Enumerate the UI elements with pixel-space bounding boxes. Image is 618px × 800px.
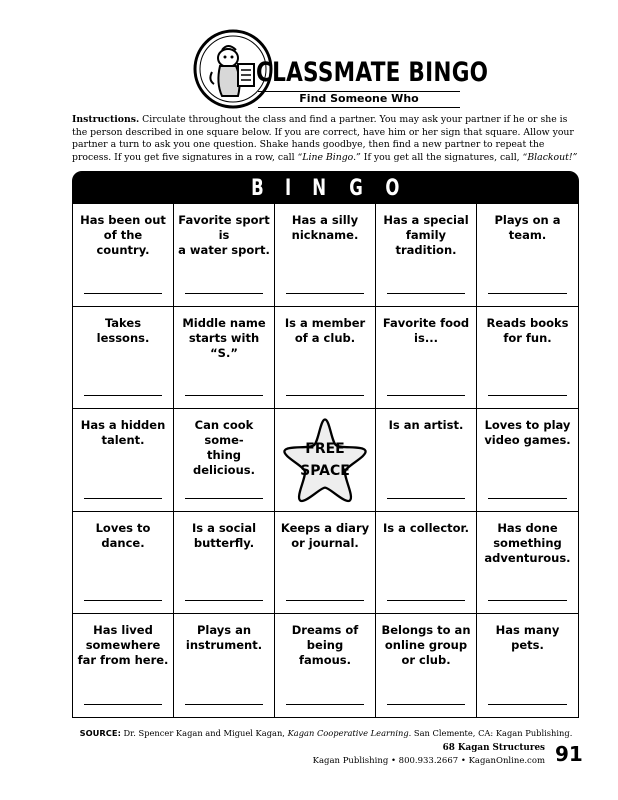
square-prompt: Is a collector.: [383, 520, 469, 535]
square-prompt: Belongs to an online group or club.: [381, 623, 471, 668]
free-space-square: [275, 409, 376, 512]
square-prompt: Keeps a diary or journal.: [280, 520, 370, 550]
signature-line[interactable]: [286, 704, 364, 705]
signature-line[interactable]: [185, 395, 263, 396]
bingo-square[interactable]: [376, 204, 477, 307]
bingo-header-bar: [73, 172, 578, 204]
page-title: CLASSMATE BINGO: [256, 57, 489, 88]
footer-book-title: 68 Kagan Structures: [442, 743, 545, 753]
square-prompt: Has many pets.: [495, 623, 560, 653]
signature-line[interactable]: [84, 600, 162, 601]
square-prompt: Dreams of being famous.: [291, 623, 359, 668]
signature-line[interactable]: [286, 395, 364, 396]
bingo-square[interactable]: [73, 614, 174, 717]
signature-line[interactable]: [185, 498, 263, 499]
signature-line[interactable]: [286, 293, 364, 294]
page-subtitle: Find Someone Who: [299, 92, 419, 105]
instructions-text: Circulate throughout the class and find a partner. You may ask your partner if he or she is the person described in one square below. If you are correct, have him or her sign that square. Allow your partner a turn to ask you one question. Shake hands goodbye, then find a new partner to repeat the process. If you get five signatures in a row, call: [72, 114, 574, 163]
bingo-square[interactable]: [376, 307, 477, 410]
source-citation: [72, 728, 580, 739]
instructions-label: Instructions.: [72, 114, 140, 125]
bingo-square[interactable]: [275, 307, 376, 410]
subtitle-rule: [258, 107, 460, 108]
square-prompt: Has a hidden talent.: [80, 418, 166, 448]
signature-line[interactable]: [387, 395, 465, 396]
square-prompt: Has a silly nickname.: [291, 213, 359, 242]
square-prompt: Plays an instrument.: [185, 623, 263, 653]
square-prompt: Is a social butterfly.: [191, 520, 257, 550]
signature-line[interactable]: [84, 395, 162, 396]
bingo-square[interactable]: [73, 512, 174, 615]
square-prompt: Loves to play video games.: [484, 418, 571, 448]
bingo-square[interactable]: [477, 204, 578, 307]
free-space-label: [279, 438, 371, 482]
bingo-letter-g: G: [349, 175, 363, 201]
square-prompt: Favorite sport is a water sport.: [178, 213, 270, 257]
square-prompt: Has been out of the country.: [80, 213, 166, 257]
instructions: [72, 114, 580, 164]
source-label: SOURCE:: [79, 728, 121, 738]
space-label: SPACE: [300, 462, 350, 479]
bingo-letter-b: B: [251, 175, 265, 201]
signature-line[interactable]: [84, 498, 162, 499]
signature-line[interactable]: [488, 498, 567, 499]
free-space-star: [279, 414, 371, 506]
signature-line[interactable]: [387, 600, 465, 601]
bingo-square[interactable]: [73, 307, 174, 410]
bingo-square[interactable]: [275, 614, 376, 717]
bingo-square[interactable]: [275, 512, 376, 615]
square-prompt: Can cook some- thing delicious.: [193, 418, 255, 478]
bingo-square[interactable]: [477, 409, 578, 512]
bingo-square[interactable]: [477, 614, 578, 717]
bingo-letter-o: O: [385, 175, 400, 201]
free-label: FREE: [305, 440, 345, 457]
source-authors: Dr. Spencer Kagan and Miguel Kagan,: [120, 728, 288, 738]
signature-line[interactable]: [387, 293, 465, 294]
bingo-square[interactable]: [73, 204, 174, 307]
bingo-card: [72, 171, 579, 718]
bingo-square[interactable]: [477, 512, 578, 615]
signature-line[interactable]: [185, 704, 263, 705]
signature-line[interactable]: [286, 600, 364, 601]
square-prompt: Favorite food is...: [382, 315, 470, 345]
bingo-square[interactable]: [174, 409, 275, 512]
bingo-square[interactable]: [376, 614, 477, 717]
signature-line[interactable]: [488, 704, 567, 705]
bingo-square[interactable]: [376, 512, 477, 615]
blackout-call: “Blackout!”: [522, 151, 578, 163]
source-publisher: . San Clemente, CA: Kagan Publishing.: [408, 728, 573, 738]
bingo-square[interactable]: [174, 614, 275, 717]
signature-line[interactable]: [185, 293, 263, 294]
square-prompt: Plays on a team.: [494, 213, 561, 242]
header: [192, 28, 489, 110]
signature-line[interactable]: [488, 395, 567, 396]
signature-line[interactable]: [488, 293, 567, 294]
square-prompt: Has lived somewhere far from here.: [77, 623, 169, 668]
square-prompt: Has a special family tradition.: [383, 213, 469, 257]
bingo-square[interactable]: [73, 409, 174, 512]
square-prompt: Is a member of a club.: [284, 315, 366, 345]
bingo-letter-i: I: [285, 175, 292, 201]
bingo-square[interactable]: [174, 204, 275, 307]
signature-line[interactable]: [84, 293, 162, 294]
page-number: 91: [555, 742, 583, 766]
bingo-grid: [73, 204, 578, 717]
bingo-square[interactable]: [376, 409, 477, 512]
footer-publisher: Kagan Publishing • 800.933.2667 • KaganOnline.com: [312, 756, 545, 766]
instructions-text-2: If you get all the signatures, call,: [360, 151, 523, 163]
square-prompt: Middle name starts with “S.”: [182, 315, 266, 360]
bingo-square[interactable]: [174, 512, 275, 615]
signature-line[interactable]: [84, 704, 162, 705]
signature-line[interactable]: [185, 600, 263, 601]
bingo-square[interactable]: [174, 307, 275, 410]
square-prompt: Is an artist.: [388, 418, 464, 433]
signature-line[interactable]: [387, 704, 465, 705]
bingo-square[interactable]: [275, 204, 376, 307]
source-book-title: Kagan Cooperative Learning: [287, 728, 409, 738]
signature-line[interactable]: [387, 498, 465, 499]
square-prompt: Takes lessons.: [96, 315, 150, 345]
square-prompt: Reads books for fun.: [486, 315, 569, 345]
line-bingo-call: “Line Bingo.”: [297, 151, 361, 163]
bingo-square[interactable]: [477, 307, 578, 410]
signature-line[interactable]: [488, 600, 567, 601]
square-prompt: Has done something adventurous.: [484, 520, 571, 565]
bingo-letter-n: N: [312, 175, 327, 201]
square-prompt: Loves to dance.: [95, 520, 151, 550]
